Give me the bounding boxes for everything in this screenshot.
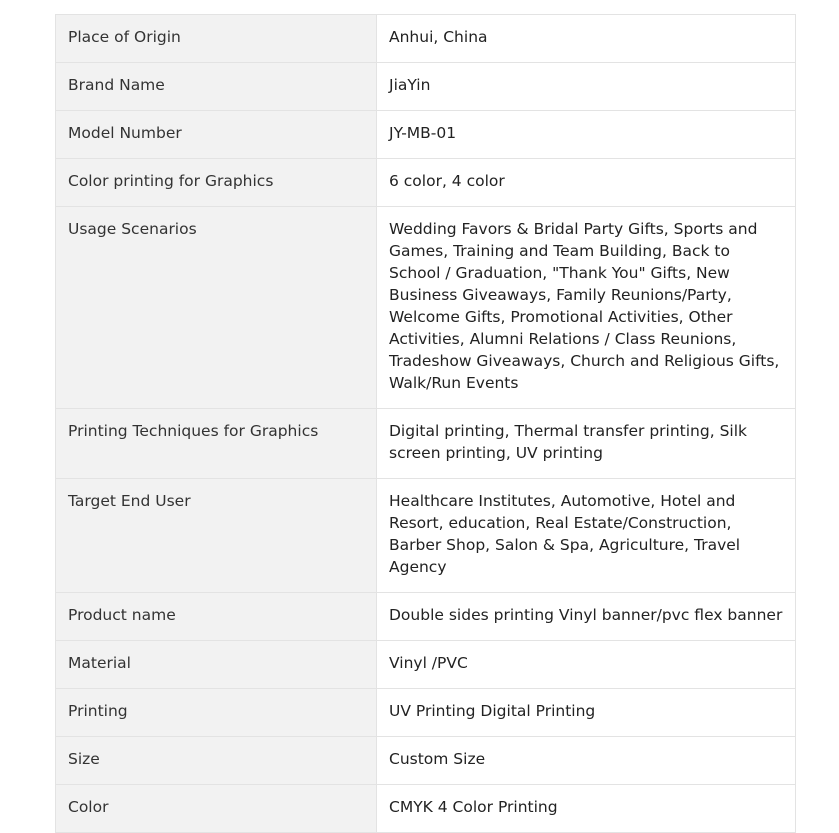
- spec-label: Product name: [56, 593, 377, 641]
- table-row: [56, 737, 796, 785]
- spec-label: Usage Scenarios: [56, 207, 377, 409]
- spec-value: Vinyl /PVC: [377, 641, 796, 689]
- table-row: [56, 159, 796, 207]
- spec-label: Target End User: [56, 479, 377, 593]
- spec-value: Wedding Favors & Bridal Party Gifts, Sports and Games, Training and Team Building, Back to School / Graduation, "Thank You" Gifts, New Business Giveaways, Family Reunions/Party, Welcome Gifts, Promotional Activities, Other Activities, Alumni Relations / Class Reunions, Tradeshow Giveaways, Church and Religious Gifts, Walk/Run Events: [377, 207, 796, 409]
- table-row: [56, 689, 796, 737]
- spec-value: JY-MB-01: [377, 111, 796, 159]
- spec-label: Brand Name: [56, 63, 377, 111]
- spec-value: 6 color, 4 color: [377, 159, 796, 207]
- spec-label: Model Number: [56, 111, 377, 159]
- specs-table-body: [56, 15, 796, 833]
- spec-label: Printing: [56, 689, 377, 737]
- spec-value: Anhui, China: [377, 15, 796, 63]
- spec-value: JiaYin: [377, 63, 796, 111]
- table-row: [56, 15, 796, 63]
- table-row: [56, 785, 796, 833]
- table-row: [56, 479, 796, 593]
- table-row: [56, 63, 796, 111]
- spec-value: Custom Size: [377, 737, 796, 785]
- product-specs-table: [55, 14, 796, 833]
- table-row: [56, 111, 796, 159]
- spec-value: Digital printing, Thermal transfer printing, Silk screen printing, UV printing: [377, 409, 796, 479]
- spec-label: Material: [56, 641, 377, 689]
- spec-label: Color: [56, 785, 377, 833]
- table-row: [56, 641, 796, 689]
- table-row: [56, 207, 796, 409]
- spec-label: Color printing for Graphics: [56, 159, 377, 207]
- spec-value: Double sides printing Vinyl banner/pvc flex banner: [377, 593, 796, 641]
- spec-label: Place of Origin: [56, 15, 377, 63]
- table-row: [56, 409, 796, 479]
- spec-value: Healthcare Institutes, Automotive, Hotel and Resort, education, Real Estate/Construction, Barber Shop, Salon & Spa, Agriculture, Travel Agency: [377, 479, 796, 593]
- spec-label: Printing Techniques for Graphics: [56, 409, 377, 479]
- spec-label: Size: [56, 737, 377, 785]
- table-row: [56, 593, 796, 641]
- spec-value: CMYK 4 Color Printing: [377, 785, 796, 833]
- spec-value: UV Printing Digital Printing: [377, 689, 796, 737]
